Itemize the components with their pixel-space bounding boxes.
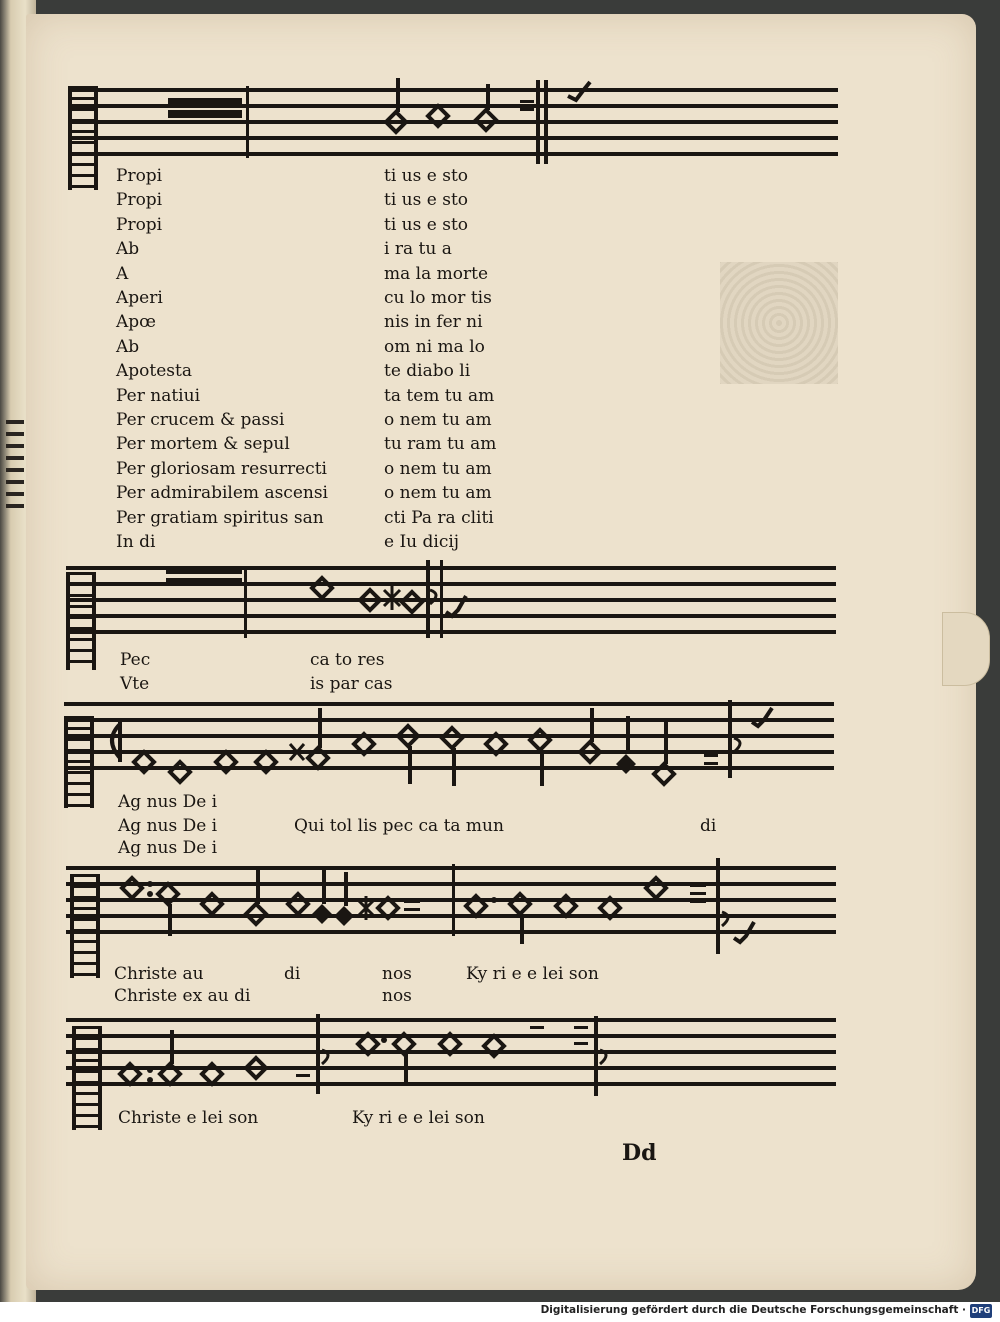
litany-line-13-col1: Per gloriosam resurrecti bbox=[116, 458, 327, 479]
staff-5-lyric-a: Christe e lei son bbox=[118, 1108, 259, 1128]
litany-line-7-col1: Apœ bbox=[116, 312, 156, 333]
staff-4-lyric-1b: di bbox=[284, 964, 301, 984]
staff-2-lyric-parcas: is par cas bbox=[310, 674, 393, 694]
litany-line-15-col2: cti Pa ra cliti bbox=[384, 507, 494, 528]
staff-3-lyric-3: Ag nus De i bbox=[118, 838, 218, 858]
staff-5-lyric-b: Ky ri e e lei son bbox=[352, 1108, 485, 1128]
staff-4-lyric-1d: Ky ri e e lei son bbox=[466, 964, 599, 984]
litany-line-5-col2: ma la morte bbox=[384, 263, 489, 284]
litany-line-14-col2: o nem tu am bbox=[384, 483, 492, 504]
staff-2-lyric-vte: Vte bbox=[120, 674, 150, 694]
litany-line-4-col2: i ra tu a bbox=[384, 239, 452, 260]
staff-2-lyric-pec: Pec bbox=[120, 650, 151, 670]
litany-line-11-col2: o nem tu am bbox=[384, 410, 492, 430]
litany-line-12-col2: tu ram tu am bbox=[384, 434, 497, 455]
staff-4-lyric-2a: Christe ex au di bbox=[114, 986, 251, 1006]
staff-2-lyric-catores: ca to res bbox=[310, 650, 385, 670]
litany-line-4-col1: Ab bbox=[116, 239, 140, 260]
litany-line-8-col2: om ni ma lo bbox=[384, 336, 485, 357]
litany-line-11-col1: Per crucem & passi bbox=[116, 410, 285, 430]
staff-3-lyric-2b: Qui tol lis pec ca ta mun bbox=[294, 816, 504, 836]
litany-line-12-col1: Per mortem & sepul bbox=[116, 434, 290, 455]
litany-line-3-col1: Propi bbox=[116, 214, 163, 235]
litany-line-14-col1: Per admirabilem ascensi bbox=[116, 483, 328, 504]
litany-line-5-col1: A bbox=[116, 263, 129, 284]
litany-line-10-col1: Per natiui bbox=[116, 385, 201, 406]
litany-line-16-col2: e Iu dicij bbox=[384, 532, 460, 552]
litany-line-13-col2: o nem tu am bbox=[384, 458, 492, 479]
staff-4-lyric-2b: nos bbox=[382, 986, 412, 1006]
litany-line-1-col1: Propi bbox=[116, 166, 163, 186]
litany-line-9-col1: Apotesta bbox=[116, 361, 192, 382]
staff-3-lyric-2c: di bbox=[700, 816, 717, 836]
litany-line-1-col2: ti us e sto bbox=[384, 166, 469, 186]
litany-line-9-col2: te diabo li bbox=[384, 361, 471, 382]
staff-4-lyric-1c: nos bbox=[382, 964, 412, 984]
staff-3-lyric-2a: Ag nus De i bbox=[118, 816, 218, 836]
litany-line-2-col2: ti us e sto bbox=[384, 190, 469, 211]
litany-line-7-col2: nis in fer ni bbox=[384, 312, 483, 333]
litany-line-8-col1: Ab bbox=[116, 336, 140, 357]
litany-line-3-col2: ti us e sto bbox=[384, 214, 469, 235]
litany-line-10-col2: ta tem tu am bbox=[384, 385, 495, 406]
litany-line-16-col1: In di bbox=[116, 532, 156, 552]
litany-line-6-col1: Aperi bbox=[116, 288, 163, 308]
staff-4-lyric-1a: Christe au bbox=[114, 964, 204, 984]
staff-3-lyric-1: Ag nus De i bbox=[118, 792, 218, 812]
dfg-credit-text: Digitalisierung gefördert durch die Deutsche Forschungsgemeinschaft · bbox=[540, 1304, 966, 1316]
litany-line-15-col1: Per gratiam spiritus san bbox=[116, 507, 324, 528]
litany-line-2-col1: Propi bbox=[116, 190, 163, 211]
signature-mark: Dd bbox=[622, 1140, 657, 1166]
dfg-logo: DFG bbox=[970, 1304, 992, 1318]
litany-line-6-col2: cu lo mor tis bbox=[384, 288, 492, 308]
